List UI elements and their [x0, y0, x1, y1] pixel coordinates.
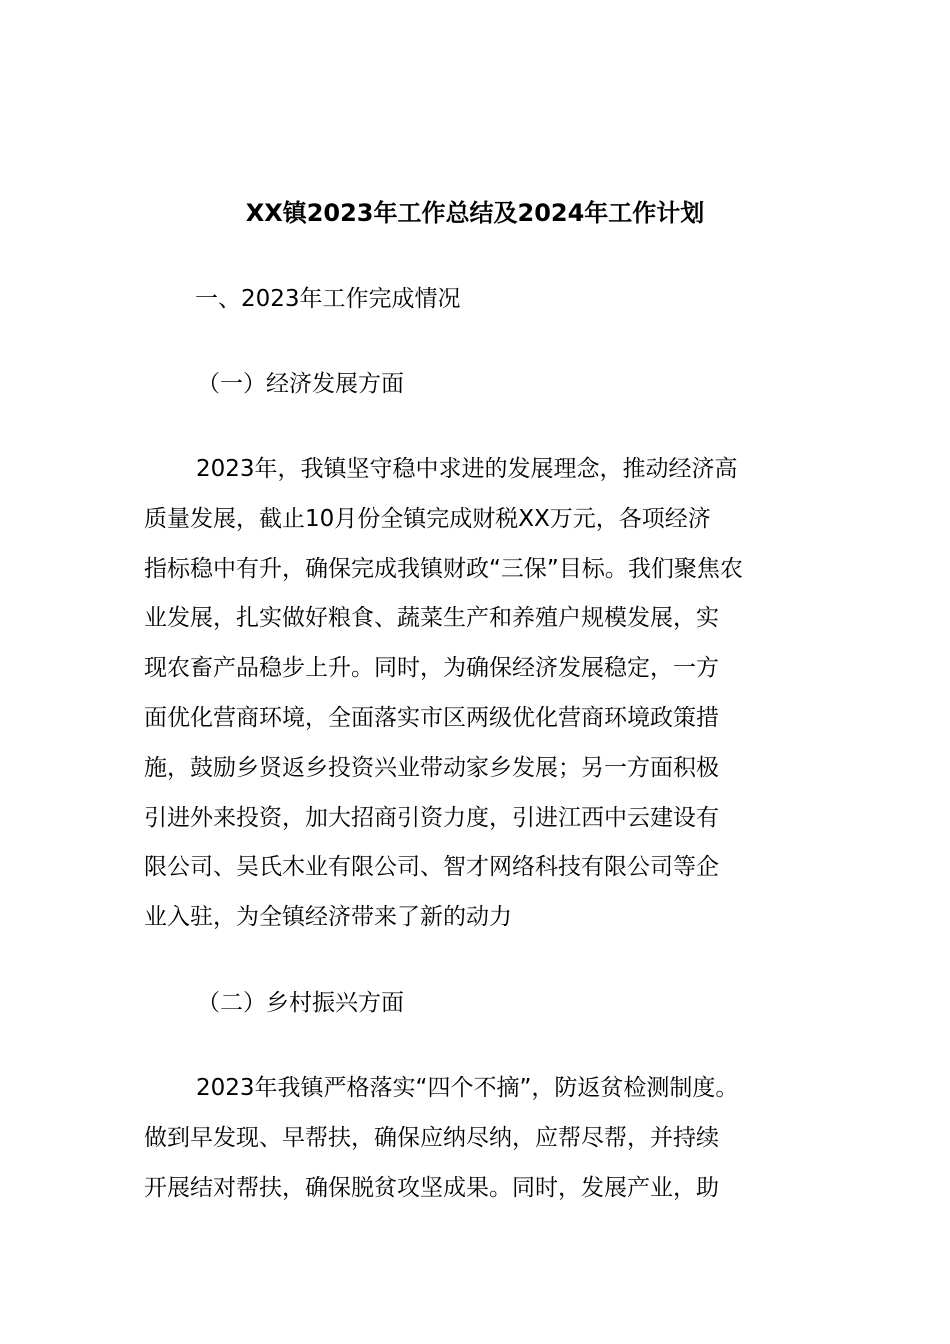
paragraph-line: 指标稳中有升，确保完成我镇财政“三保”目标。我们聚焦农: [144, 556, 743, 582]
paragraph-line: 质量发展，截止10月份全镇完成财税XX万元，各项经济: [144, 506, 711, 532]
subsection-heading-economy: （一）经济发展方面: [197, 371, 404, 397]
paragraph-line: 2023年，我镇坚守稳中求进的发展理念，推动经济高: [196, 456, 738, 482]
paragraph-line: 面优化营商环境，全面落实市区两级优化营商环境政策措: [144, 705, 719, 731]
paragraph-line: 引进外来投资，加大招商引资力度，引进江西中云建设有: [144, 805, 719, 831]
paragraph-line: 业入驻，为全镇经济带来了新的动力: [144, 904, 512, 930]
document-title: XX镇2023年工作总结及2024年工作计划: [245, 199, 705, 227]
paragraph-line: 2023年我镇严格落实“四个不摘”，防返贫检测制度。: [196, 1075, 739, 1101]
subsection-heading-rural: （二）乡村振兴方面: [197, 990, 404, 1016]
paragraph-line: 限公司、吴氏木业有限公司、智才网络科技有限公司等企: [144, 854, 719, 880]
paragraph-line: 做到早发现、早帮扶，确保应纳尽纳，应帮尽帮，并持续: [144, 1125, 719, 1151]
section-heading-1: 一、2023年工作完成情况: [195, 286, 461, 312]
paragraph-line: 开展结对帮扶，确保脱贫攻坚成果。同时，发展产业，助: [144, 1175, 719, 1201]
paragraph-line: 施，鼓励乡贤返乡投资兴业带动家乡发展；另一方面积极: [144, 755, 719, 781]
paragraph-line: 业发展，扎实做好粮食、蔬菜生产和养殖户规模发展，实: [144, 605, 719, 631]
paragraph-line: 现农畜产品稳步上升。同时，为确保经济发展稳定，一方: [144, 655, 719, 681]
